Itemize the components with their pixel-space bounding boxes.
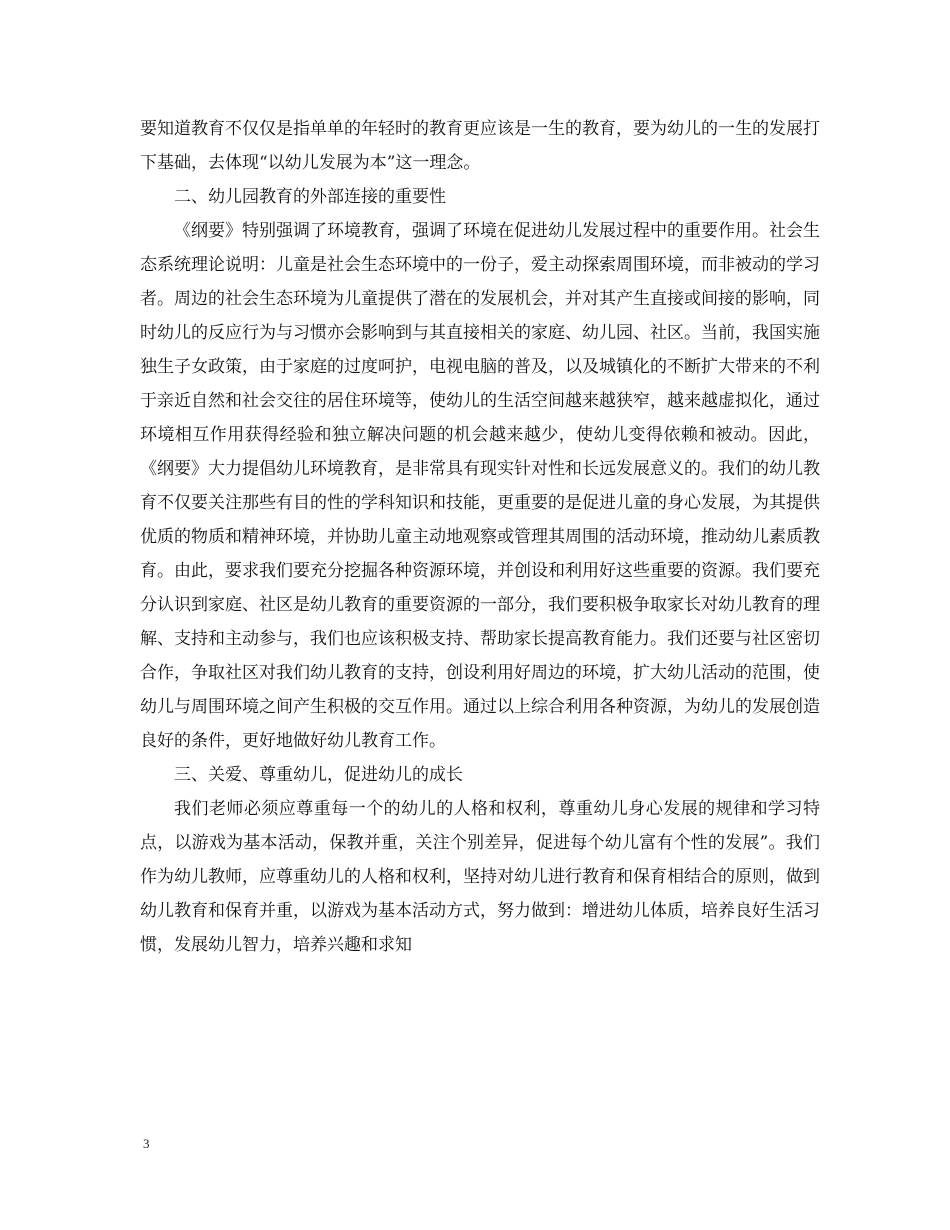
- paragraph-continuation: 要知道教育不仅仅是指单单的年轻时的教育更应该是一生的教育，要为幼儿的一生的发展打下基础，去体现“以幼儿发展为本”这一理念。: [140, 119, 820, 173]
- paragraph-respect-children: 我们老师必须应尊重每一个的幼儿的人格和权利，尊重幼儿身心发展的规律和学习特点，以游戏为基本活动，保教并重，关注个别差异，促进每个幼儿富有个性的发展”。我们作为幼儿教师，应尊重幼儿的人格和权利，坚持对幼儿进行教育和保育相结合的原则，做到幼儿教育和保育并重，以游戏为基本活动方式，努力做到：增进幼儿体质，培养良好生活习惯，发展幼儿智力，培养兴趣和求知: [140, 799, 820, 955]
- page-number: 3: [143, 1136, 150, 1151]
- section-heading-3: 三、关爱、尊重幼儿，促进幼儿的成长: [174, 765, 463, 785]
- paragraph-environment-education: 《纲要》特别强调了环境教育，强调了环境在促进幼儿发展过程中的重要作用。社会生态系统理论说明：儿童是社会生态环境中的一份子，爱主动探索周围环境，而非被动的学习者。周边的社会生态环境为儿童提供了潜在的发展机会，并对其产生直接或间接的影响，同时幼儿的反应行为与习惯亦会影响到与其直接相关的家庭、幼儿园、社区。当前，我国实施独生子女政策，由于家庭的过度呵护，电视电脑的普及，以及城镇化的不断扩大带来的不利于亲近自然和社会交往的居住环境等，使幼儿的生活空间越来越狭窄，越来越虚拟化，通过环境相互作用获得经验和独立解决问题的机会越来越少，使幼儿变得依赖和被动。因此，《纲要》大力提倡幼儿环境教育，是非常具有现实针对性和长远发展意义的。我们的幼儿教育不仅要关注那些有目的性的学科知识和技能，更重要的是促进儿童的身心发展，为其提供优质的物质和精神环境，并协助儿童主动地观察或管理其周围的活动环境，推动幼儿素质教育。由此，要求我们要充分挖掘各种资源环境，并创设和利用好这些重要的资源。我们要充分认识到家庭、社区是幼儿教育的重要资源的一部分，我们要积极争取家长对幼儿教育的理解、支持和主动参与，我们也应该积极支持、帮助家长提高教育能力。我们还要与社区密切合作，争取社区对我们幼儿教育的支持，创设利用好周边的环境，扩大幼儿活动的范围，使幼儿与周围环境之间产生积极的交互作用。通过以上综合利用各种资源，为幼儿的发展创造良好的条件，更好地做好幼儿教育工作。: [140, 221, 820, 751]
- document-body: [140, 112, 820, 962]
- section-heading-2: 二、幼儿园教育的外部连接的重要性: [174, 187, 446, 207]
